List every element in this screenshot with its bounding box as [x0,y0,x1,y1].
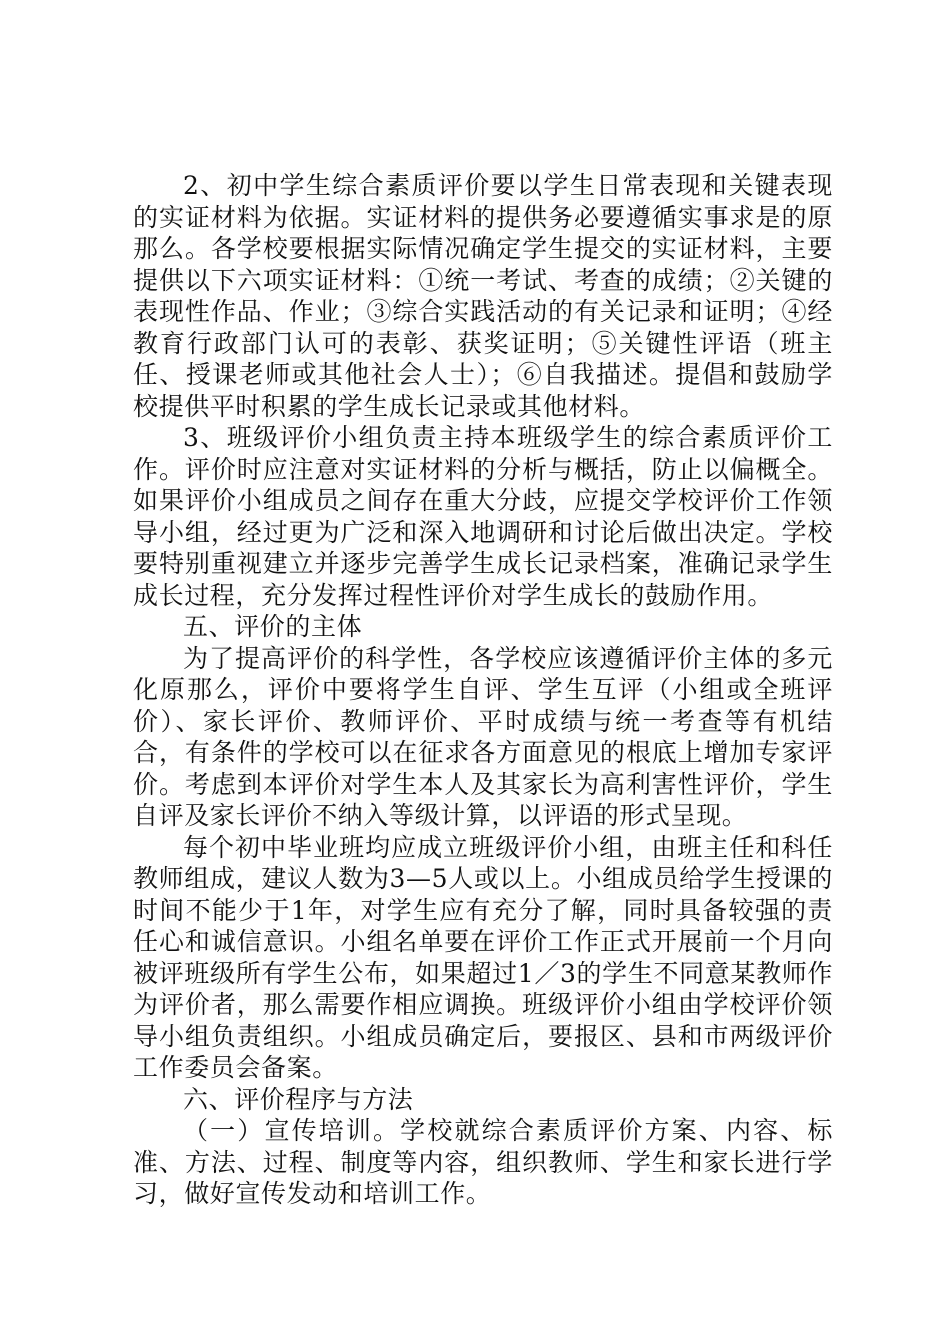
section-heading-procedure-methods: 六、评价程序与方法 [183,1084,414,1114]
paragraph-publicity-training: （一）宣传培训。学校就综合素质评价方案、内容、标准、方法、过程、制度等内容，组织教师、学生和家长进行学习，做好宣传发动和培训工作。 [133,1116,833,1208]
document-body [133,170,833,1210]
section-heading-evaluation-subject: 五、评价的主体 [183,612,363,641]
paragraph-evidence-materials: 2、初中学生综合素质评价要以学生日常表现和关键表现的实证材料为依据。实证材料的提供务必要遵循实事求是的原那么。各学校要根据实际情况确定学生提交的实证材料，主要提供以下六项实证材料：①统一考试、考查的成绩；②关键的表现性作品、作业；③综合实践活动的有关记录和证明；④经教育行政部门认可的表彰、获奖证明；⑤关键性评语（班主任、授课老师或其他社会人士）；⑥自我描述。提倡和鼓励学校提供平时积累的学生成长记录或其他材料。 [133,171,833,421]
paragraph-class-evaluation-group: 3、班级评价小组负责主持本班级学生的综合素质评价工作。评价时应注意对实证材料的分析与概括，防止以偏概全。如果评价小组成员之间存在重大分歧，应提交学校评价工作领导小组，经过更为广泛和深入地调研和讨论后做出决定。学校要特别重视建立并逐步完善学生成长记录档案，准确记录学生成长过程，充分发挥过程性评价对学生成长的鼓励作用。 [133,423,833,610]
paragraph-evaluation-subject: 为了提高评价的科学性，各学校应该遵循评价主体的多元化原那么，评价中要将学生自评、学生互评（小组或全班评价）、家长评价、教师评价、平时成绩与统一考查等有机结合，有条件的学校可以在征求各方面意见的根底上增加专家评价。考虑到本评价对学生本人及其家长为高利害性评价，学生自评及家长评价不纳入等级计算，以评语的形式呈现。 [133,643,833,830]
paragraph-group-composition: 每个初中毕业班均应成立班级评价小组，由班主任和科任教师组成，建议人数为3—5人或以上。小组成员给学生授课的时间不能少于1年，对学生应有充分了解，同时具备较强的责任心和诚信意识。小组名单要在评价工作正式开展前一个月向被评班级所有学生公布，如果超过1／3的学生不同意某教师作为评价者，那么需要作相应调换。班级评价小组由学校评价领导小组负责组织。小组成员确定后，要报区、县和市两级评价工作委员会备案。 [133,832,833,1082]
